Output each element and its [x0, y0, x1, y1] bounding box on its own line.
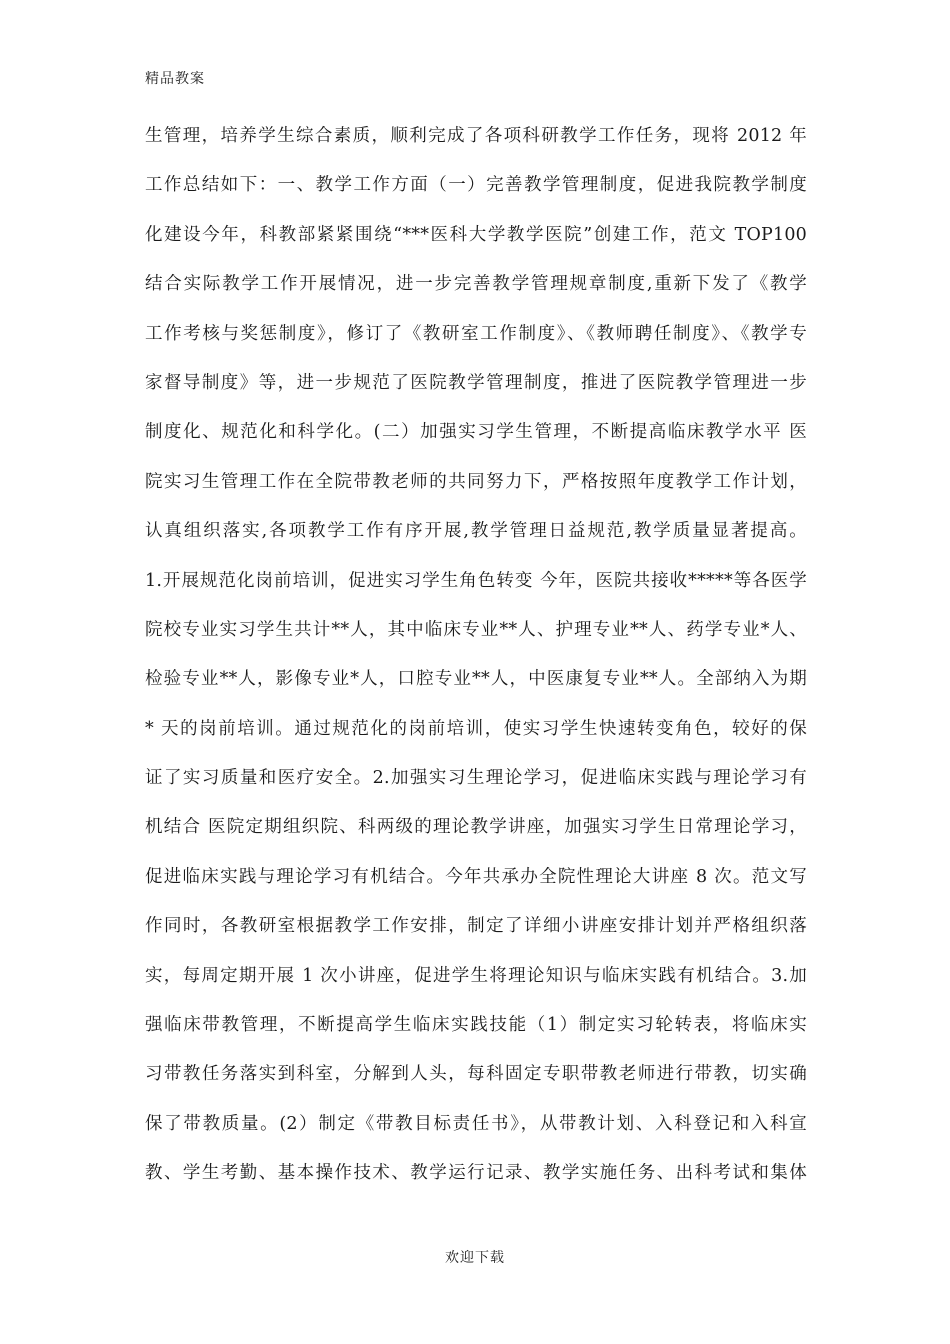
text-line: 保了带教质量。(2）制定《带教目标责任书》，从带教计划、入科登记和入科宣: [145, 1113, 807, 1134]
page-footer: 欢迎下载: [445, 1250, 505, 1266]
text-line: 促进临床实践与理论学习有机结合。今年共承办全院性理论大讲座 8 次。范文写: [145, 866, 807, 887]
text-line: 结合实际教学工作开展情况，进一步完善教学管理规章制度,重新下发了《教学: [145, 274, 807, 295]
text-line: 院实习生管理工作在全院带教老师的共同努力下，严格按照年度教学工作计划，: [145, 471, 807, 492]
text-line: 家督导制度》等，进一步规范了医院教学管理制度，推进了医院教学管理进一步: [145, 372, 807, 393]
text-line: 制度化、规范化和科学化。(二）加强实习学生管理，不断提高临床教学水平 医: [145, 422, 807, 443]
text-line: 工作考核与奖惩制度》，修订了《教研室工作制度》、《教师聘任制度》、《教学专: [145, 323, 807, 344]
text-line: 工作总结如下：一、教学工作方面（一）完善教学管理制度，促进我院教学制度: [145, 175, 807, 196]
text-line: 1.开展规范化岗前培训，促进实习学生角色转变 今年，医院共接收*****等各医学: [145, 570, 807, 591]
text-line: 检验专业**人，影像专业*人，口腔专业**人，中医康复专业**人。全部纳入为期: [145, 669, 807, 690]
text-line: 生管理，培养学生综合素质，顺利完成了各项科研教学工作任务，现将 2012 年: [145, 126, 807, 146]
text-line: 机结合 医院定期组织院、科两级的理论教学讲座，加强实习学生日常理论学习，: [145, 817, 807, 838]
text-line: * 天的岗前培训。通过规范化的岗前培训，使实习学生快速转变角色，较好的保: [145, 718, 807, 739]
text-line: 习带教任务落实到科室，分解到人头，每科固定专职带教老师进行带教，切实确: [145, 1064, 807, 1085]
text-line: 作同时，各教研室根据教学工作安排，制定了详细小讲座安排计划并严格组织落: [145, 916, 807, 937]
text-line: 院校专业实习学生共计**人，其中临床专业**人、护理专业**人、药学专业*人、: [145, 619, 807, 640]
text-line: 化建设今年，科教部紧紧围绕“***医科大学教学医院”创建工作，范文 TOP100: [145, 224, 807, 245]
text-line: 强临床带教管理，不断提高学生临床实践技能（1）制定实习轮转表，将临床实: [145, 1015, 807, 1036]
page-header: 精品教案: [145, 71, 205, 87]
text-line: 认真组织落实,各项教学工作有序开展,教学管理日益规范,教学质量显著提高。: [145, 521, 807, 542]
text-line: 证了实习质量和医疗安全。2.加强实习生理论学习，促进临床实践与理论学习有: [145, 768, 807, 789]
text-line: 实，每周定期开展 1 次小讲座，促进学生将理论知识与临床实践有机结合。3.加: [145, 965, 807, 986]
text-line: 教、学生考勤、基本操作技术、教学运行记录、教学实施任务、出科考试和集体: [145, 1163, 807, 1184]
document-body: [145, 118, 807, 1205]
